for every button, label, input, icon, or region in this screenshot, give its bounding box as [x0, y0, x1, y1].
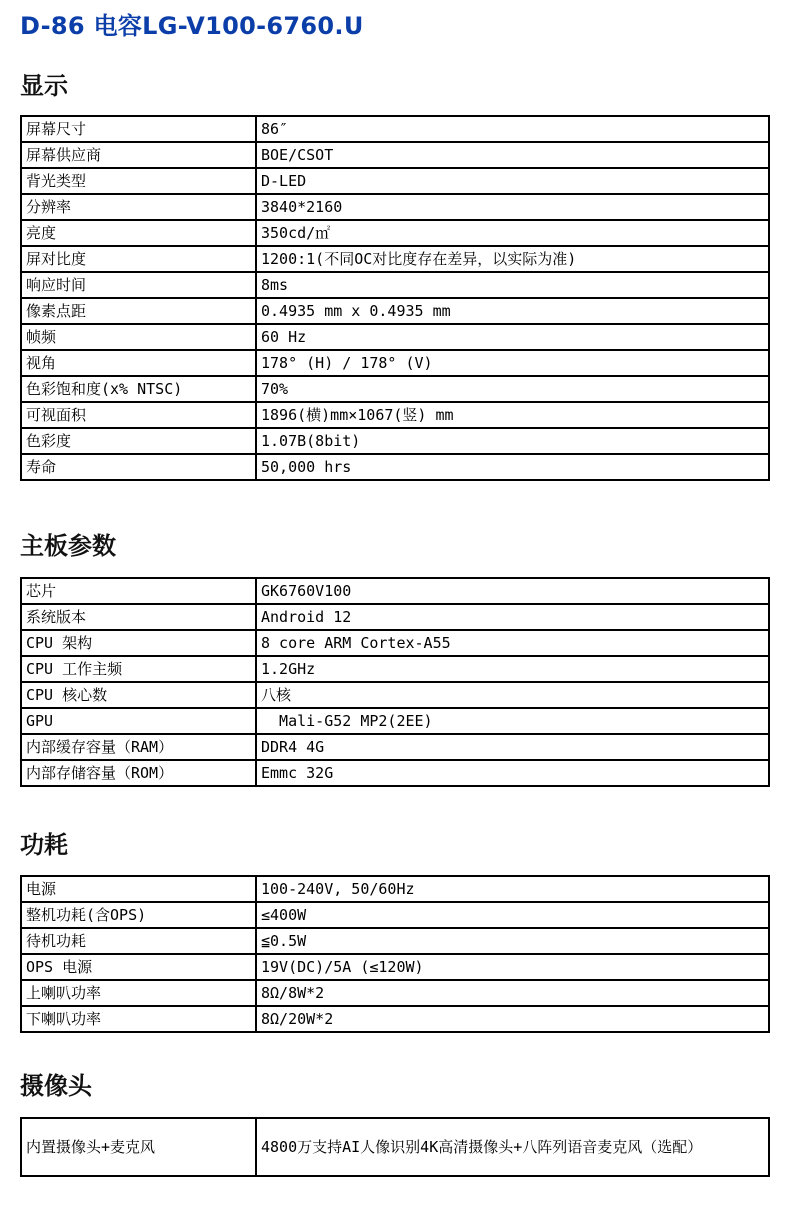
spec-label: CPU 核心数: [21, 682, 256, 708]
spec-label: 整机功耗(含OPS): [21, 902, 256, 928]
spec-value: 50,000 hrs: [256, 454, 769, 480]
spec-label: 待机功耗: [21, 928, 256, 954]
spec-value: 70%: [256, 376, 769, 402]
table-row: [21, 194, 769, 220]
spec-value: Emmc 32G: [256, 760, 769, 786]
spec-value: 3840*2160: [256, 194, 769, 220]
section-heading-display: 显示: [20, 72, 68, 100]
table-row: [21, 324, 769, 350]
table-row: [21, 902, 769, 928]
table-row: [21, 604, 769, 630]
spec-value: 1.07B(8bit): [256, 428, 769, 454]
table-row: [21, 116, 769, 142]
table-row: [21, 760, 769, 786]
spec-label: 背光类型: [21, 168, 256, 194]
table-row: [21, 272, 769, 298]
spec-label: OPS 电源: [21, 954, 256, 980]
power-spec-table: [20, 875, 770, 1033]
spec-value: 350cd/㎡: [256, 220, 769, 246]
display-spec-table: [20, 115, 770, 481]
spec-value: 8Ω/20W*2: [256, 1006, 769, 1032]
table-row: [21, 428, 769, 454]
table-row: [21, 246, 769, 272]
spec-value: 8 core ARM Cortex-A55: [256, 630, 769, 656]
spec-label: 下喇叭功率: [21, 1006, 256, 1032]
spec-label: 亮度: [21, 220, 256, 246]
spec-value: 1200:1(不同OC对比度存在差异，以实际为准): [256, 246, 769, 272]
spec-label: 屏对比度: [21, 246, 256, 272]
spec-value: GK6760V100: [256, 578, 769, 604]
table-row: [21, 734, 769, 760]
section-heading-mainboard: 主板参数: [20, 532, 116, 560]
table-row: [21, 220, 769, 246]
spec-label: GPU: [21, 708, 256, 734]
table-row: [21, 142, 769, 168]
spec-value: BOE/CSOT: [256, 142, 769, 168]
spec-label: 系统版本: [21, 604, 256, 630]
spec-value: 8ms: [256, 272, 769, 298]
spec-label: 色彩饱和度(x% NTSC): [21, 376, 256, 402]
spec-value: 1896(横)mm×1067(竖) mm: [256, 402, 769, 428]
table-row: [21, 980, 769, 1006]
spec-label: 视角: [21, 350, 256, 376]
table-row: [21, 682, 769, 708]
table-row: [21, 1118, 769, 1176]
table-row: [21, 454, 769, 480]
section-heading-power: 功耗: [20, 831, 68, 859]
spec-label: 内部缓存容量（RAM）: [21, 734, 256, 760]
table-row: [21, 402, 769, 428]
spec-label: 分辨率: [21, 194, 256, 220]
table-row: [21, 630, 769, 656]
spec-label: 像素点距: [21, 298, 256, 324]
spec-label: CPU 架构: [21, 630, 256, 656]
spec-value: D-LED: [256, 168, 769, 194]
spec-value: ≤400W: [256, 902, 769, 928]
table-row: [21, 298, 769, 324]
spec-value: 1.2GHz: [256, 656, 769, 682]
table-row: [21, 168, 769, 194]
spec-label: 帧频: [21, 324, 256, 350]
table-row: [21, 954, 769, 980]
table-row: [21, 708, 769, 734]
spec-label: 寿命: [21, 454, 256, 480]
spec-label: 响应时间: [21, 272, 256, 298]
spec-value: 60 Hz: [256, 324, 769, 350]
spec-value: DDR4 4G: [256, 734, 769, 760]
spec-label: 上喇叭功率: [21, 980, 256, 1006]
spec-label: 屏幕供应商: [21, 142, 256, 168]
spec-label: CPU 工作主频: [21, 656, 256, 682]
spec-label: 屏幕尺寸: [21, 116, 256, 142]
spec-value: 19V(DC)/5A (≤120W): [256, 954, 769, 980]
mainboard-spec-table: [20, 577, 770, 787]
spec-value: Android 12: [256, 604, 769, 630]
table-row: [21, 928, 769, 954]
spec-value: 100-240V, 50/60Hz: [256, 876, 769, 902]
spec-label: 可视面积: [21, 402, 256, 428]
spec-value: ≦0.5W: [256, 928, 769, 954]
table-row: [21, 350, 769, 376]
page-title: D-86 电容LG-V100-6760.U: [20, 12, 364, 40]
spec-value: 8Ω/8W*2: [256, 980, 769, 1006]
spec-label: 电源: [21, 876, 256, 902]
section-heading-camera: 摄像头: [20, 1072, 92, 1100]
spec-label: 色彩度: [21, 428, 256, 454]
spec-value: 4800万支持AI人像识别4K高清摄像头+八阵列语音麦克风（选配）: [256, 1118, 769, 1176]
table-row: [21, 1006, 769, 1032]
table-row: [21, 876, 769, 902]
spec-value: 八核: [256, 682, 769, 708]
table-row: [21, 656, 769, 682]
spec-value: 178° (H) / 178° (V): [256, 350, 769, 376]
spec-value: Mali-G52 MP2(2EE): [256, 708, 769, 734]
table-row: [21, 376, 769, 402]
spec-label: 内置摄像头+麦克风: [21, 1118, 256, 1176]
spec-value: 0.4935 mm x 0.4935 mm: [256, 298, 769, 324]
camera-spec-table: [20, 1117, 770, 1177]
spec-value: 86″: [256, 116, 769, 142]
spec-label: 芯片: [21, 578, 256, 604]
table-row: [21, 578, 769, 604]
spec-label: 内部存储容量（ROM）: [21, 760, 256, 786]
